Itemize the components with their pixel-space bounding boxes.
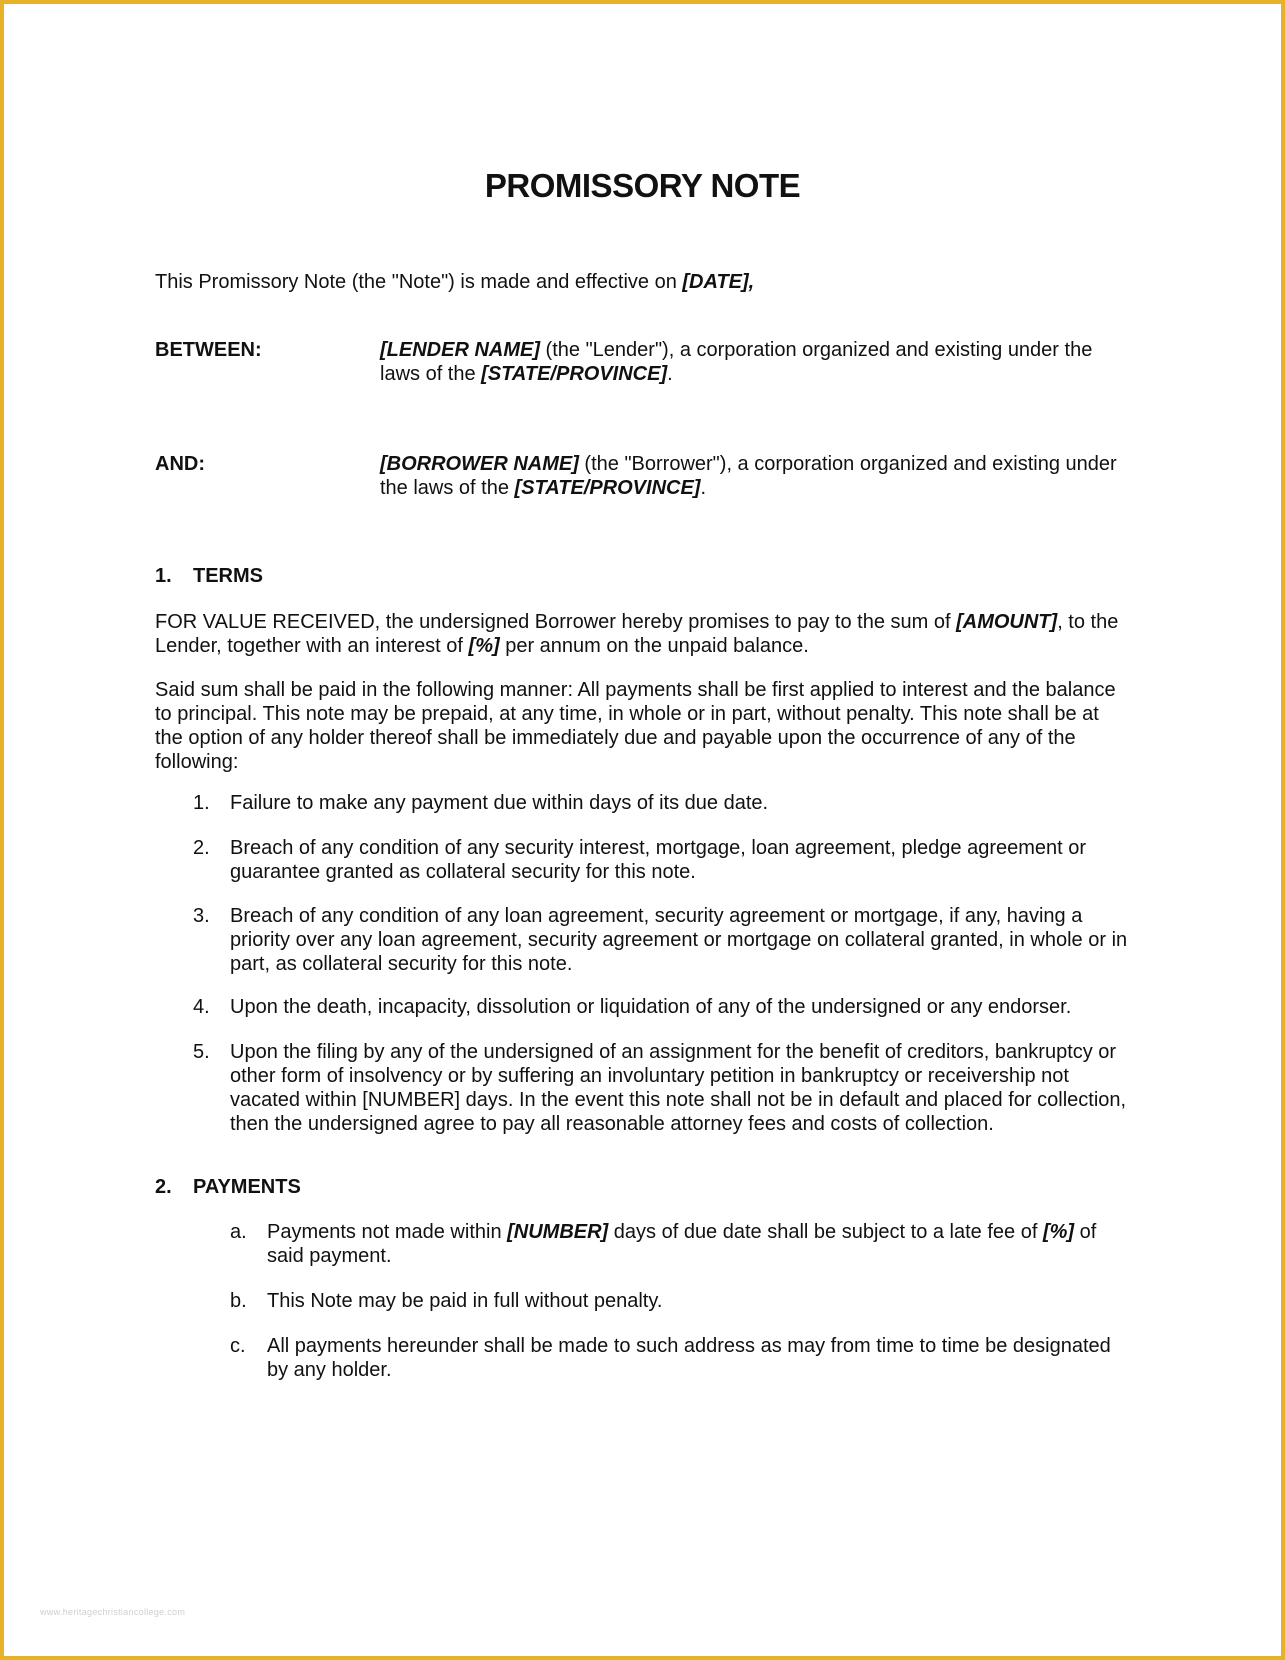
days-placeholder: [NUMBER] xyxy=(507,1221,609,1243)
intro-text: This Promissory Note (the "Note") is made and effective on xyxy=(155,271,683,293)
borrower-name-placeholder: [BORROWER NAME] xyxy=(380,453,579,475)
payment-item-text xyxy=(267,1220,1127,1268)
payment-a-text-3: of said payment. xyxy=(267,1221,1097,1267)
payment-a-text-2: days of due date shall be subject to a late fee of xyxy=(608,1221,1043,1243)
list-item-text: Failure to make any payment due within days of its due date. xyxy=(230,792,769,814)
lender-text: (the "Lender"), a corporation organized and existing under the laws of the xyxy=(380,339,1093,385)
list-item-number: 3. xyxy=(193,905,210,927)
list-item-text: Upon the death, incapacity, dissolution or liquidation of any of the undersigned or any endorser. xyxy=(230,996,1072,1018)
section-payments-heading xyxy=(155,1175,301,1199)
section-payments-number: 2. xyxy=(155,1176,172,1198)
list-item-text: Breach of any condition of any security interest, mortgage, loan agreement, pledge agreement or guarantee granted as collateral security for this note. xyxy=(230,837,1087,883)
and-label: AND: xyxy=(155,453,205,475)
payment-item-letter: c. xyxy=(230,1335,246,1357)
payment-item-text: This Note may be paid in full without penalty. xyxy=(267,1290,663,1312)
intro-paragraph xyxy=(155,270,1130,294)
date-placeholder: [DATE] xyxy=(682,271,749,293)
lender-clause xyxy=(380,338,1125,386)
terms-p1-text-b: , to the Lender, together with an interest of xyxy=(155,611,1119,657)
terms-p1-text-c: per annum on the unpaid balance. xyxy=(499,635,809,657)
list-item-number: 5. xyxy=(193,1041,210,1063)
borrower-text: (the "Borrower"), a corporation organized and existing under the laws of the xyxy=(380,453,1117,499)
watermark: www.heritagechristiancollege.com xyxy=(40,1607,186,1617)
list-item-number: 1. xyxy=(193,792,210,814)
list-item-text: Breach of any condition of any loan agreement, security agreement or mortgage, if any, having a priority over any loan agreement, security agreement or mortgage on collateral granted, in whole or in part, as collateral security for this note. xyxy=(230,905,1128,975)
intro-trail: , xyxy=(748,271,755,293)
lender-end: . xyxy=(667,363,673,385)
interest-placeholder: [%] xyxy=(468,635,500,657)
payment-item-letter: b. xyxy=(230,1290,247,1312)
borrower-clause xyxy=(380,452,1125,500)
payment-item-letter: a. xyxy=(230,1221,247,1243)
list-item-number: 2. xyxy=(193,837,210,859)
section-terms-title: TERMS xyxy=(193,565,263,587)
terms-p1-text-a: FOR VALUE RECEIVED, the undersigned Borrower hereby promises to pay to the sum of xyxy=(155,611,957,633)
borrower-state-placeholder: [STATE/PROVINCE] xyxy=(514,477,701,499)
section-terms-number: 1. xyxy=(155,565,172,587)
terms-paragraph-2: Said sum shall be paid in the following manner: All payments shall be first applied to interest and the balance to principal. This note may be prepaid, at any time, in whole or in part, without penalty. This note shall be at the option of any holder thereof shall be immediately due and payable upon the occurrence of any of the following: xyxy=(155,679,1116,773)
lender-name-placeholder: [LENDER NAME] xyxy=(380,339,540,361)
borrower-end: . xyxy=(700,477,707,499)
section-payments-title: PAYMENTS xyxy=(193,1176,301,1198)
lender-state-placeholder: [STATE/PROVINCE] xyxy=(481,363,668,385)
between-label: BETWEEN: xyxy=(155,339,262,361)
payment-a-text-1: Payments not made within xyxy=(267,1221,508,1243)
amount-placeholder: [AMOUNT] xyxy=(956,611,1058,633)
payment-item-text: All payments hereunder shall be made to such address as may from time to time be designated by any holder. xyxy=(267,1335,1111,1381)
section-terms-heading xyxy=(155,564,263,588)
document-title: PROMISSORY NOTE xyxy=(484,167,801,204)
late-fee-placeholder: [%] xyxy=(1042,1221,1075,1243)
list-item-number: 4. xyxy=(193,996,210,1018)
terms-paragraph-1 xyxy=(155,610,1130,658)
list-item-text: Upon the filing by any of the undersigned of an assignment for the benefit of creditors, bankruptcy or other form of insolvency or by suffering an involuntary petition in bankruptcy or receivership not vacated within [NUMBER] days. In the event this note shall not be in default and placed for collection, then the undersigned agree to pay all reasonable attorney fees and costs of collection. xyxy=(230,1041,1127,1135)
